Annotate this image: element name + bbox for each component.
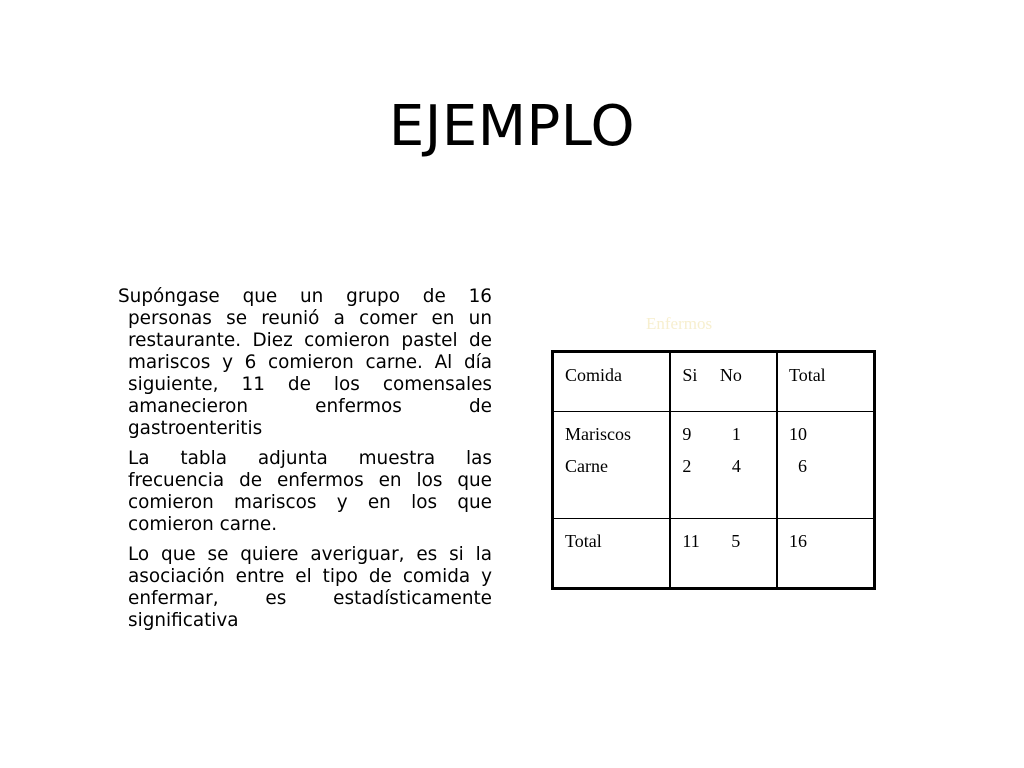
- grand-total-cell: [777, 519, 875, 589]
- table-caption: Enfermos: [646, 314, 713, 333]
- food-mariscos: Mariscos: [565, 424, 631, 444]
- header-cell-total: [777, 352, 875, 412]
- total-cell: [777, 412, 875, 519]
- paragraph-intro: Supóngase que un grupo de 16 personas se reunió a comer en un restaurante. Diez comieron pastel de mariscos y 6 comieron carne. Al día siguiente, 11 de los comensales amanecieron enfermos de gastroenteritis: [118, 286, 492, 439]
- paragraph-question: Lo que se quiere averiguar, es si la asociación entre el tipo de comida y enfermar, es estadísticamente significativa: [128, 544, 492, 631]
- table-total-row: [553, 519, 875, 589]
- header-total-label: Total: [788, 365, 826, 385]
- mariscos-si-no: 9 1: [682, 424, 741, 444]
- mariscos-total: 10: [788, 424, 807, 444]
- header-comida-label: Comida: [565, 365, 622, 385]
- table-body-row: [553, 412, 875, 519]
- carne-si-no: 2 4: [682, 456, 741, 476]
- carne-total: 6: [788, 456, 807, 476]
- body-text: [112, 286, 492, 640]
- frequency-table: [551, 350, 876, 590]
- si-no-cell: [670, 412, 777, 519]
- header-cell-comida: [553, 352, 671, 412]
- food-carne: Carne: [565, 456, 608, 476]
- paragraph-table-description: La tabla adjunta muestra las frecuencia de enfermos en los que comieron mariscos y en los que comieron carne.: [128, 448, 492, 535]
- slide-title: EJEMPLO: [388, 94, 636, 159]
- total-si-no: 11 5: [682, 531, 741, 551]
- grand-total: 16: [788, 531, 807, 551]
- total-si-no-cell: [670, 519, 777, 589]
- table-header-row: [553, 352, 875, 412]
- total-label: Total: [565, 531, 602, 551]
- header-si-no-label: Si No: [682, 365, 742, 385]
- food-cell: [553, 412, 671, 519]
- total-label-cell: [553, 519, 671, 589]
- header-cell-si-no: [670, 352, 777, 412]
